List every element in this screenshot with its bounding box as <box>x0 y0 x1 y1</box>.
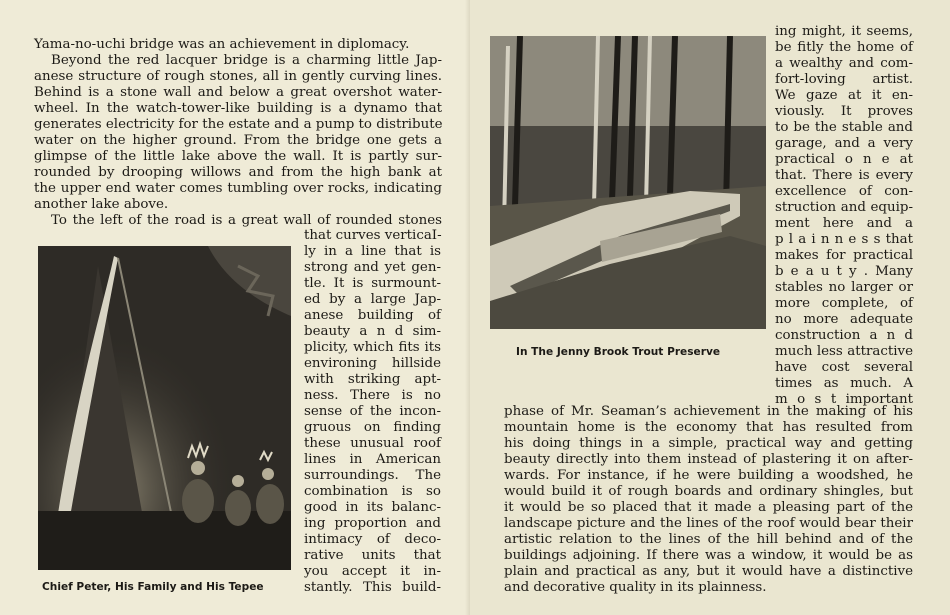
right-page <box>470 0 950 615</box>
text-line: that curves verticaI- <box>304 228 442 243</box>
text-line: Yama-no-uchi bridge was an achievement in diplomacy. <box>34 37 410 52</box>
text-line: stables no larger or <box>775 280 913 295</box>
text-line: a wealthy and com- <box>775 56 913 71</box>
text-line: have cost several <box>775 360 913 375</box>
text-line: ed by a large Jap- <box>304 292 441 307</box>
text-line: strong and yet gen- <box>304 260 441 275</box>
text-line: intimacy of deco- <box>304 532 441 547</box>
text-line: To the left of the road is a great wall of rounded stones <box>51 213 442 228</box>
text-line: mountain home is the economy that has resulted from <box>504 420 913 435</box>
text-line: rative units that <box>304 548 441 563</box>
text-line: artistic relation to the lines of the hill behind and of the <box>504 532 913 547</box>
text-line: glimpse of the little lake above the wall. It is partly sur- <box>34 149 442 164</box>
text-line: anese building of <box>304 308 441 323</box>
text-line: We gaze at it en- <box>775 88 913 103</box>
left-photo-caption: Chief Peter, His Family and His Tepee <box>42 581 264 593</box>
text-line: wards. For instance, if he were building a woodshed, he <box>504 468 913 483</box>
text-line: his doing things in a simple, practical way and getting <box>504 436 913 451</box>
text-line: tle. It is surmount- <box>304 276 441 291</box>
text-line: generates electricity for the estate and a pump to distribute <box>34 117 443 132</box>
text-line: Behind is a stone wall and below a great overshot water- <box>34 85 442 100</box>
text-line: stantly. This build- <box>304 580 441 595</box>
tepee-photo-icon <box>38 246 291 570</box>
text-line: more complete, of <box>775 296 913 311</box>
text-line: water on the higher ground. From the bridge one gets a <box>34 133 442 148</box>
tepee-photo <box>38 246 291 570</box>
text-line: beauty directly into them instead of plastering it on after- <box>504 452 913 467</box>
text-line: gruous on finding <box>304 420 441 435</box>
text-line: ment here and a <box>775 216 913 231</box>
text-line: another lake above. <box>34 197 169 212</box>
text-line: excellence of con- <box>775 184 913 199</box>
text-line: Beyond the red lacquer bridge is a charming little Jap- <box>51 53 442 68</box>
text-line: be fitly the home of <box>775 40 913 55</box>
text-line: m o s t important <box>775 392 913 407</box>
text-line: surroundings. The <box>304 468 441 483</box>
text-line: would build it of rough boards and ordinary shingles, but <box>504 484 913 499</box>
text-line: phase of Mr. Seaman’s achievement in the making of his <box>504 404 913 419</box>
text-line: you accept it in- <box>304 564 441 579</box>
text-line: p l a i n n e s s that <box>775 232 913 247</box>
text-line: wheel. In the watch-tower-like building is a dynamo that <box>34 101 442 116</box>
text-line: struction and equip- <box>775 200 913 215</box>
text-line: with striking apt- <box>304 372 441 387</box>
text-line: ing proportion and <box>304 516 441 531</box>
text-line: ing might, it seems, <box>775 24 913 39</box>
text-line: viously. It proves <box>775 104 913 119</box>
text-line: beauty a n d sim- <box>304 324 441 339</box>
text-line: the upper end water comes tumbling over rocks, indicating <box>34 181 442 196</box>
text-line: much less attractive <box>775 344 913 359</box>
text-line: practical o n e at <box>775 152 913 167</box>
text-line: plain and practical as any, but it would have a distinctive <box>504 564 913 579</box>
text-line: these unusual roof <box>304 436 441 451</box>
text-line: fort-loving artist. <box>775 72 913 87</box>
trout-preserve-photo <box>490 36 766 329</box>
text-line: plicity, which fits its <box>304 340 441 355</box>
text-line: and decorative quality in its plainness. <box>504 580 767 595</box>
left-page <box>0 0 470 615</box>
text-line: ness. There is no <box>304 388 441 403</box>
text-line: buildings adjoining. If there was a window, it would be as <box>504 548 913 563</box>
text-line: anese structure of rough stones, all in gently curving lines. <box>34 69 442 84</box>
text-line: sense of the incon- <box>304 404 441 419</box>
text-line: ly in a line that is <box>304 244 441 259</box>
text-line: construction a n d <box>775 328 913 343</box>
trout-preserve-photo-icon <box>490 36 766 329</box>
text-line: to be the stable and <box>775 120 913 135</box>
text-line: landscape picture and the lines of the roof would bear their <box>504 516 913 531</box>
text-line: that. There is every <box>775 168 913 183</box>
text-line: no more adequate <box>775 312 913 327</box>
text-line: good in its balanc- <box>304 500 441 515</box>
text-line: combination is so <box>304 484 441 499</box>
text-line: garage, and a very <box>775 136 913 151</box>
text-line: environing hillside <box>304 356 441 371</box>
text-line: it would be so placed that it made a pleasing part of the <box>504 500 913 515</box>
right-photo-caption: In The Jenny Brook Trout Preserve <box>516 346 721 358</box>
text-line: lines in American <box>304 452 441 467</box>
text-line: b e a u t y . Many <box>775 264 913 279</box>
text-line: makes for practical <box>775 248 913 263</box>
text-line: rounded by drooping willows and from the high bank at <box>34 165 442 180</box>
text-line: times as much. A <box>775 376 913 391</box>
